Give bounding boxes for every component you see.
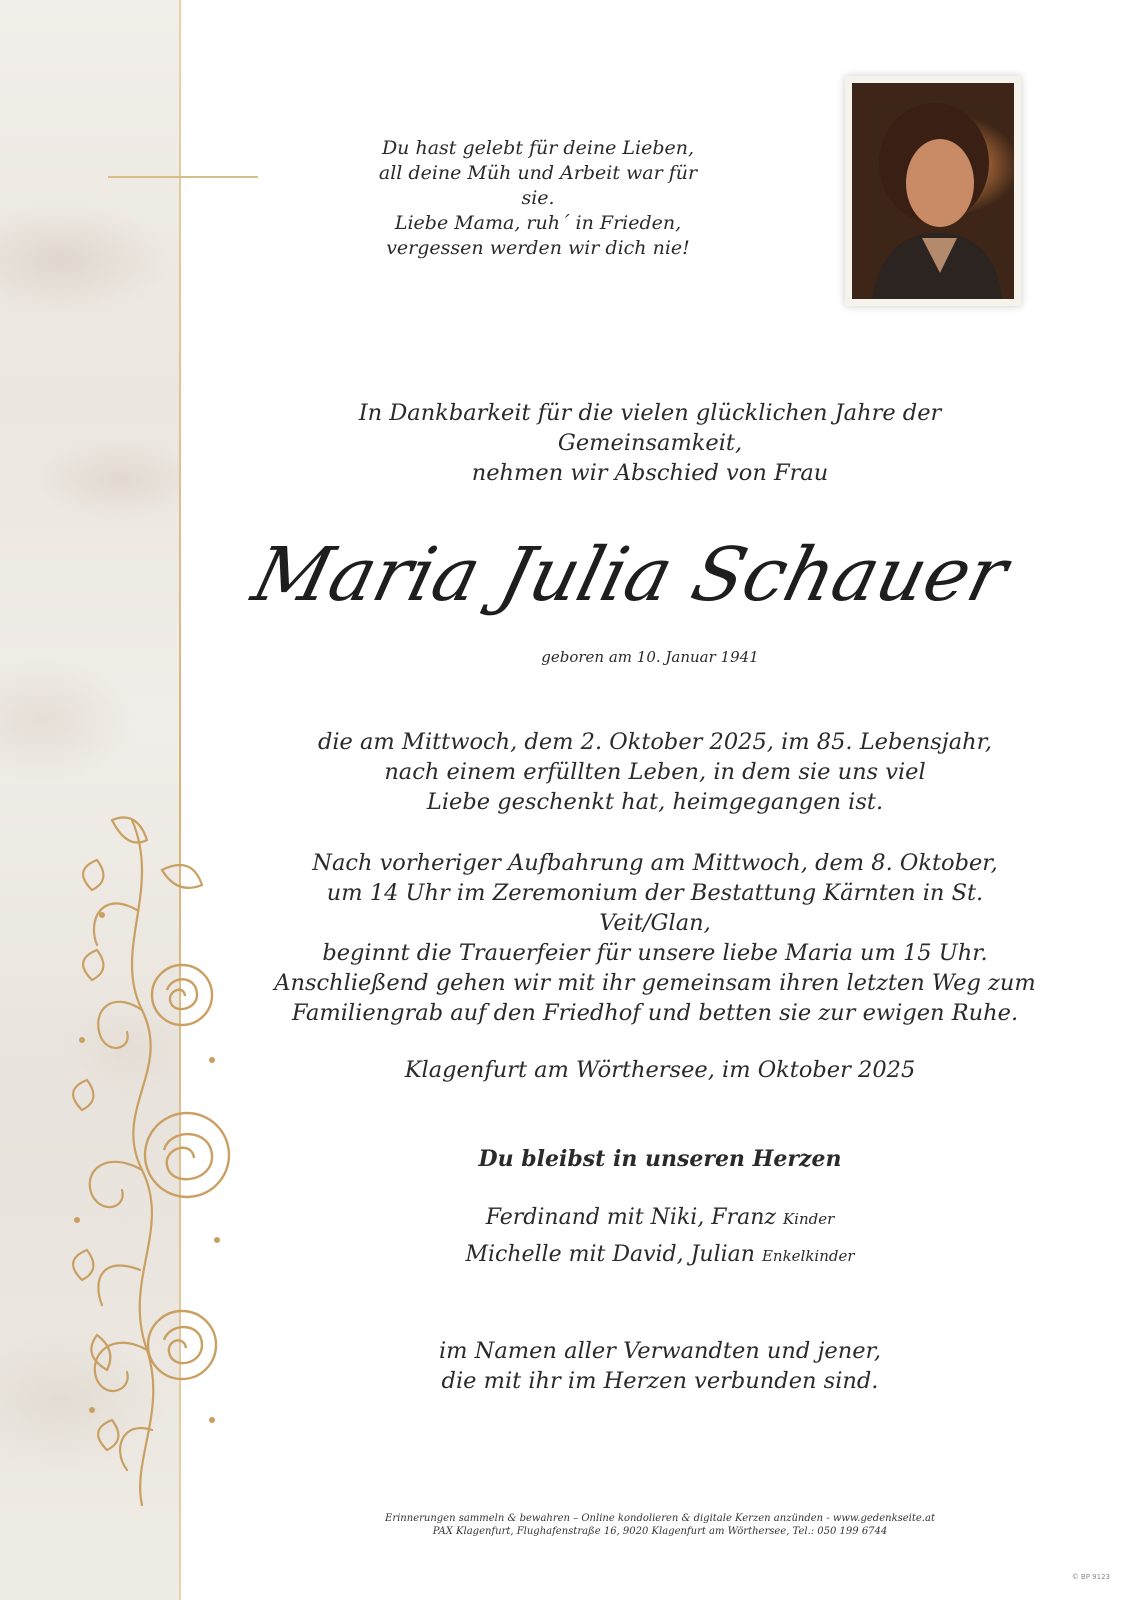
- poem-line: all deine Müh und Arbeit war für sie.: [378, 162, 698, 209]
- passing-line: Liebe geschenkt hat, heimgegangen ist.: [426, 789, 884, 815]
- print-code: © BP 9123: [1071, 1573, 1110, 1581]
- mourner-names: Ferdinand mit Niki, Franz: [485, 1205, 776, 1230]
- family-line: die mit ihr im Herzen verbunden sind.: [441, 1368, 879, 1394]
- poem: [368, 136, 708, 261]
- passing-line: nach einem erfüllten Leben, in dem sie uns viel: [384, 759, 926, 785]
- poem-line: vergessen werden wir dich nie!: [386, 237, 690, 259]
- portrait-image: [852, 83, 1014, 299]
- family-text: [300, 1336, 1020, 1396]
- deceased-name: Maria Julia Schauer: [244, 532, 1016, 618]
- footer-line: PAX Klagenfurt, Flughafenstraße 16, 9020 Klagenfurt am Wörthersee, Tel.: 050 199 6744: [432, 1526, 888, 1537]
- intro-line: In Dankbarkeit für die vielen glücklichen Jahre der Gemeinsamkeit,: [358, 400, 942, 456]
- mourner-relation: Kinder: [782, 1210, 835, 1228]
- ceremony-text: [270, 848, 1040, 1028]
- passing-line: die am Mittwoch, dem 2. Oktober 2025, im 85. Lebensjahr,: [317, 729, 993, 755]
- footer-line: Erinnerungen sammeln & bewahren – Online kondolieren & digitale Kerzen anzünden - www.gedenkseite.at: [385, 1513, 935, 1524]
- place-date: Klagenfurt am Wörthersee, im Oktober 2025: [404, 1057, 916, 1083]
- mourner-row: [350, 1200, 970, 1237]
- intro-text: [270, 398, 1030, 488]
- mourner-row: [350, 1237, 970, 1274]
- rose-vine-ornament-icon: [52, 810, 242, 1510]
- portrait-photo: [845, 76, 1021, 306]
- passing-text: [280, 727, 1030, 817]
- intro-line: nehmen wir Abschied von Frau: [471, 460, 829, 486]
- closing-line: Du bleibst in unseren Herzen: [478, 1146, 842, 1172]
- gold-horizontal-line: [108, 176, 258, 178]
- poem-line: Du hast gelebt für deine Lieben,: [381, 137, 695, 159]
- mourners-list: [350, 1200, 970, 1274]
- ceremony-line: beginnt die Trauerfeier für unsere liebe Maria um 15 Uhr.: [322, 940, 988, 966]
- poem-line: Liebe Mama, ruh´ in Frieden,: [394, 212, 682, 234]
- birth-date: geboren am 10. Januar 1941: [541, 648, 759, 666]
- mourner-relation: Enkelkinder: [761, 1247, 855, 1265]
- family-line: im Namen aller Verwandten und jener,: [438, 1338, 881, 1364]
- ceremony-line: Nach vorheriger Aufbahrung am Mittwoch, dem 8. Oktober,: [312, 850, 998, 876]
- footer: [300, 1512, 1020, 1538]
- ceremony-line: Anschließend gehen wir mit ihr gemeinsam ihren letzten Weg zum: [274, 970, 1036, 996]
- mourner-names: Michelle mit David, Julian: [465, 1242, 755, 1267]
- ceremony-line: um 14 Uhr im Zeremonium der Bestattung Kärnten in St. Veit/Glan,: [326, 880, 984, 936]
- ceremony-line: Familiengrab auf den Friedhof und betten sie zur ewigen Ruhe.: [291, 1000, 1019, 1026]
